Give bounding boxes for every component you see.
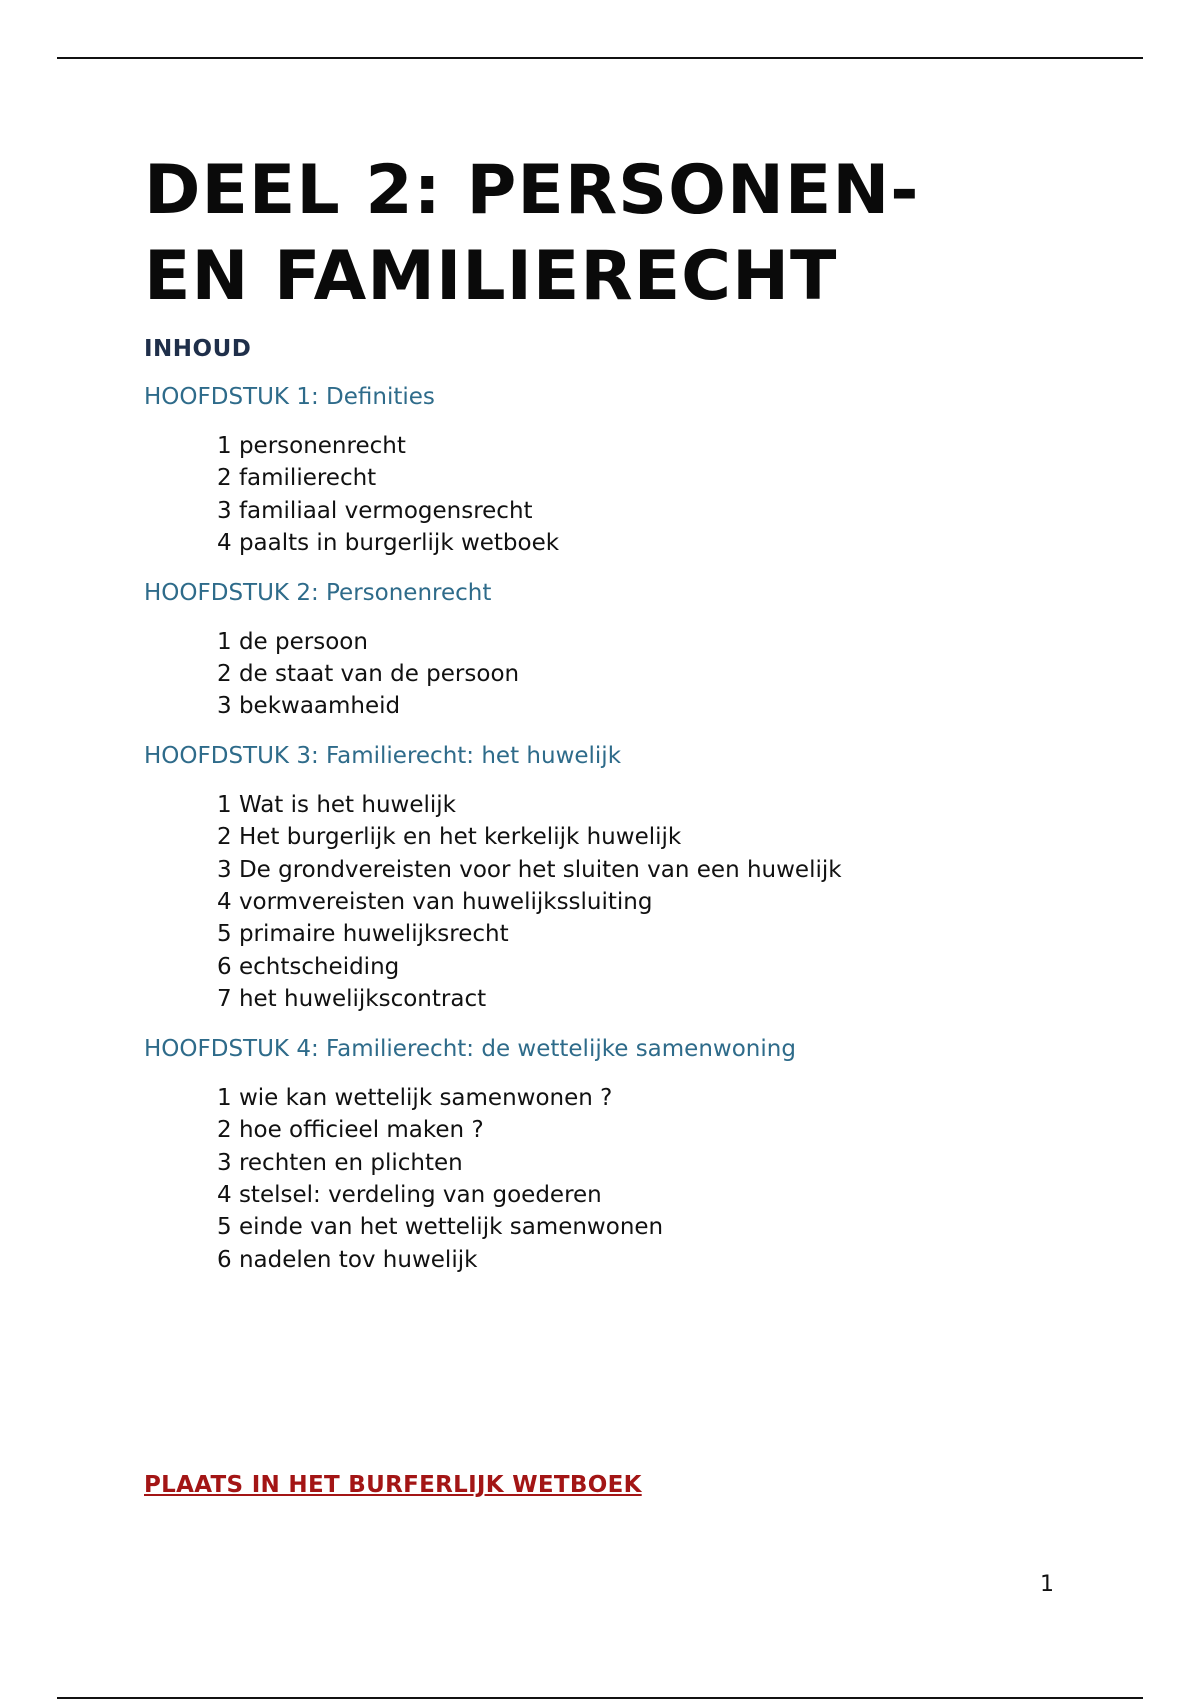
document-title — [144, 148, 1104, 320]
toc-item[interactable]: 7 het huwelijkscontract — [217, 986, 487, 1013]
toc-chapter-items — [217, 626, 1104, 723]
toc-item[interactable]: 6 echtscheiding — [217, 953, 400, 980]
toc-chapter — [144, 382, 1104, 560]
header-rule — [57, 57, 1143, 59]
document-title-line-1: DEEL 2: PERSONEN- — [144, 151, 920, 230]
toc-item[interactable]: 5 einde van het wettelijk samenwonen — [217, 1214, 664, 1241]
toc-item[interactable]: 3 familiaal vermogensrecht — [217, 497, 533, 524]
toc-item[interactable]: 2 familierecht — [217, 465, 377, 492]
toc-item[interactable]: 4 vormvereisten van huwelijkssluiting — [217, 889, 653, 916]
toc-item[interactable]: 2 hoe officieel maken ? — [217, 1117, 484, 1144]
toc-item[interactable]: 1 personenrecht — [217, 433, 406, 459]
toc-chapter — [144, 578, 1104, 723]
toc-chapter-title[interactable]: HOOFDSTUK 3: Familierecht: het huwelijk — [144, 742, 622, 769]
toc-chapter — [144, 1034, 1104, 1276]
toc-item[interactable]: 3 bekwaamheid — [217, 693, 401, 720]
toc-item[interactable]: 6 nadelen tov huwelijk — [217, 1246, 478, 1273]
table-of-contents — [144, 382, 1104, 1276]
document-body — [144, 148, 1104, 1276]
toc-item[interactable]: 3 De grondvereisten voor het sluiten van een huwelijk — [217, 856, 842, 883]
toc-item[interactable]: 3 rechten en plichten — [217, 1149, 463, 1176]
page-number: 1 — [1040, 1572, 1054, 1597]
toc-chapter-items — [217, 789, 1104, 1016]
toc-item[interactable]: 1 de persoon — [217, 628, 368, 655]
toc-item[interactable]: 5 primaire huwelijksrecht — [217, 921, 509, 948]
document-title-line-2: EN FAMILIERECHT — [144, 237, 838, 316]
toc-item[interactable]: 2 Het burgerlijk en het kerkelijk huwelijk — [217, 824, 682, 851]
toc-item[interactable]: 4 stelsel: verdeling van goederen — [217, 1181, 602, 1208]
toc-chapter-title[interactable]: HOOFDSTUK 4: Familierecht: de wettelijke samenwoning — [144, 1035, 796, 1062]
toc-item[interactable]: 4 paalts in burgerlijk wetboek — [217, 530, 560, 557]
section-heading-burgerlijk-wetboek[interactable]: PLAATS IN HET BURFERLIJK WETBOEK — [144, 1472, 642, 1498]
toc-heading: INHOUD — [144, 336, 252, 362]
toc-chapter-title[interactable]: HOOFDSTUK 2: Personenrecht — [144, 579, 492, 606]
toc-chapter-title[interactable]: HOOFDSTUK 1: Definities — [144, 384, 435, 410]
footer-rule — [57, 1697, 1143, 1699]
toc-chapter — [144, 741, 1104, 1016]
toc-item[interactable]: 2 de staat van de persoon — [217, 661, 520, 688]
toc-chapter-items — [217, 430, 1104, 560]
toc-item[interactable]: 1 wie kan wettelijk samenwonen ? — [217, 1084, 613, 1111]
toc-chapter-items — [217, 1082, 1104, 1276]
toc-item[interactable]: 1 Wat is het huwelijk — [217, 791, 456, 818]
